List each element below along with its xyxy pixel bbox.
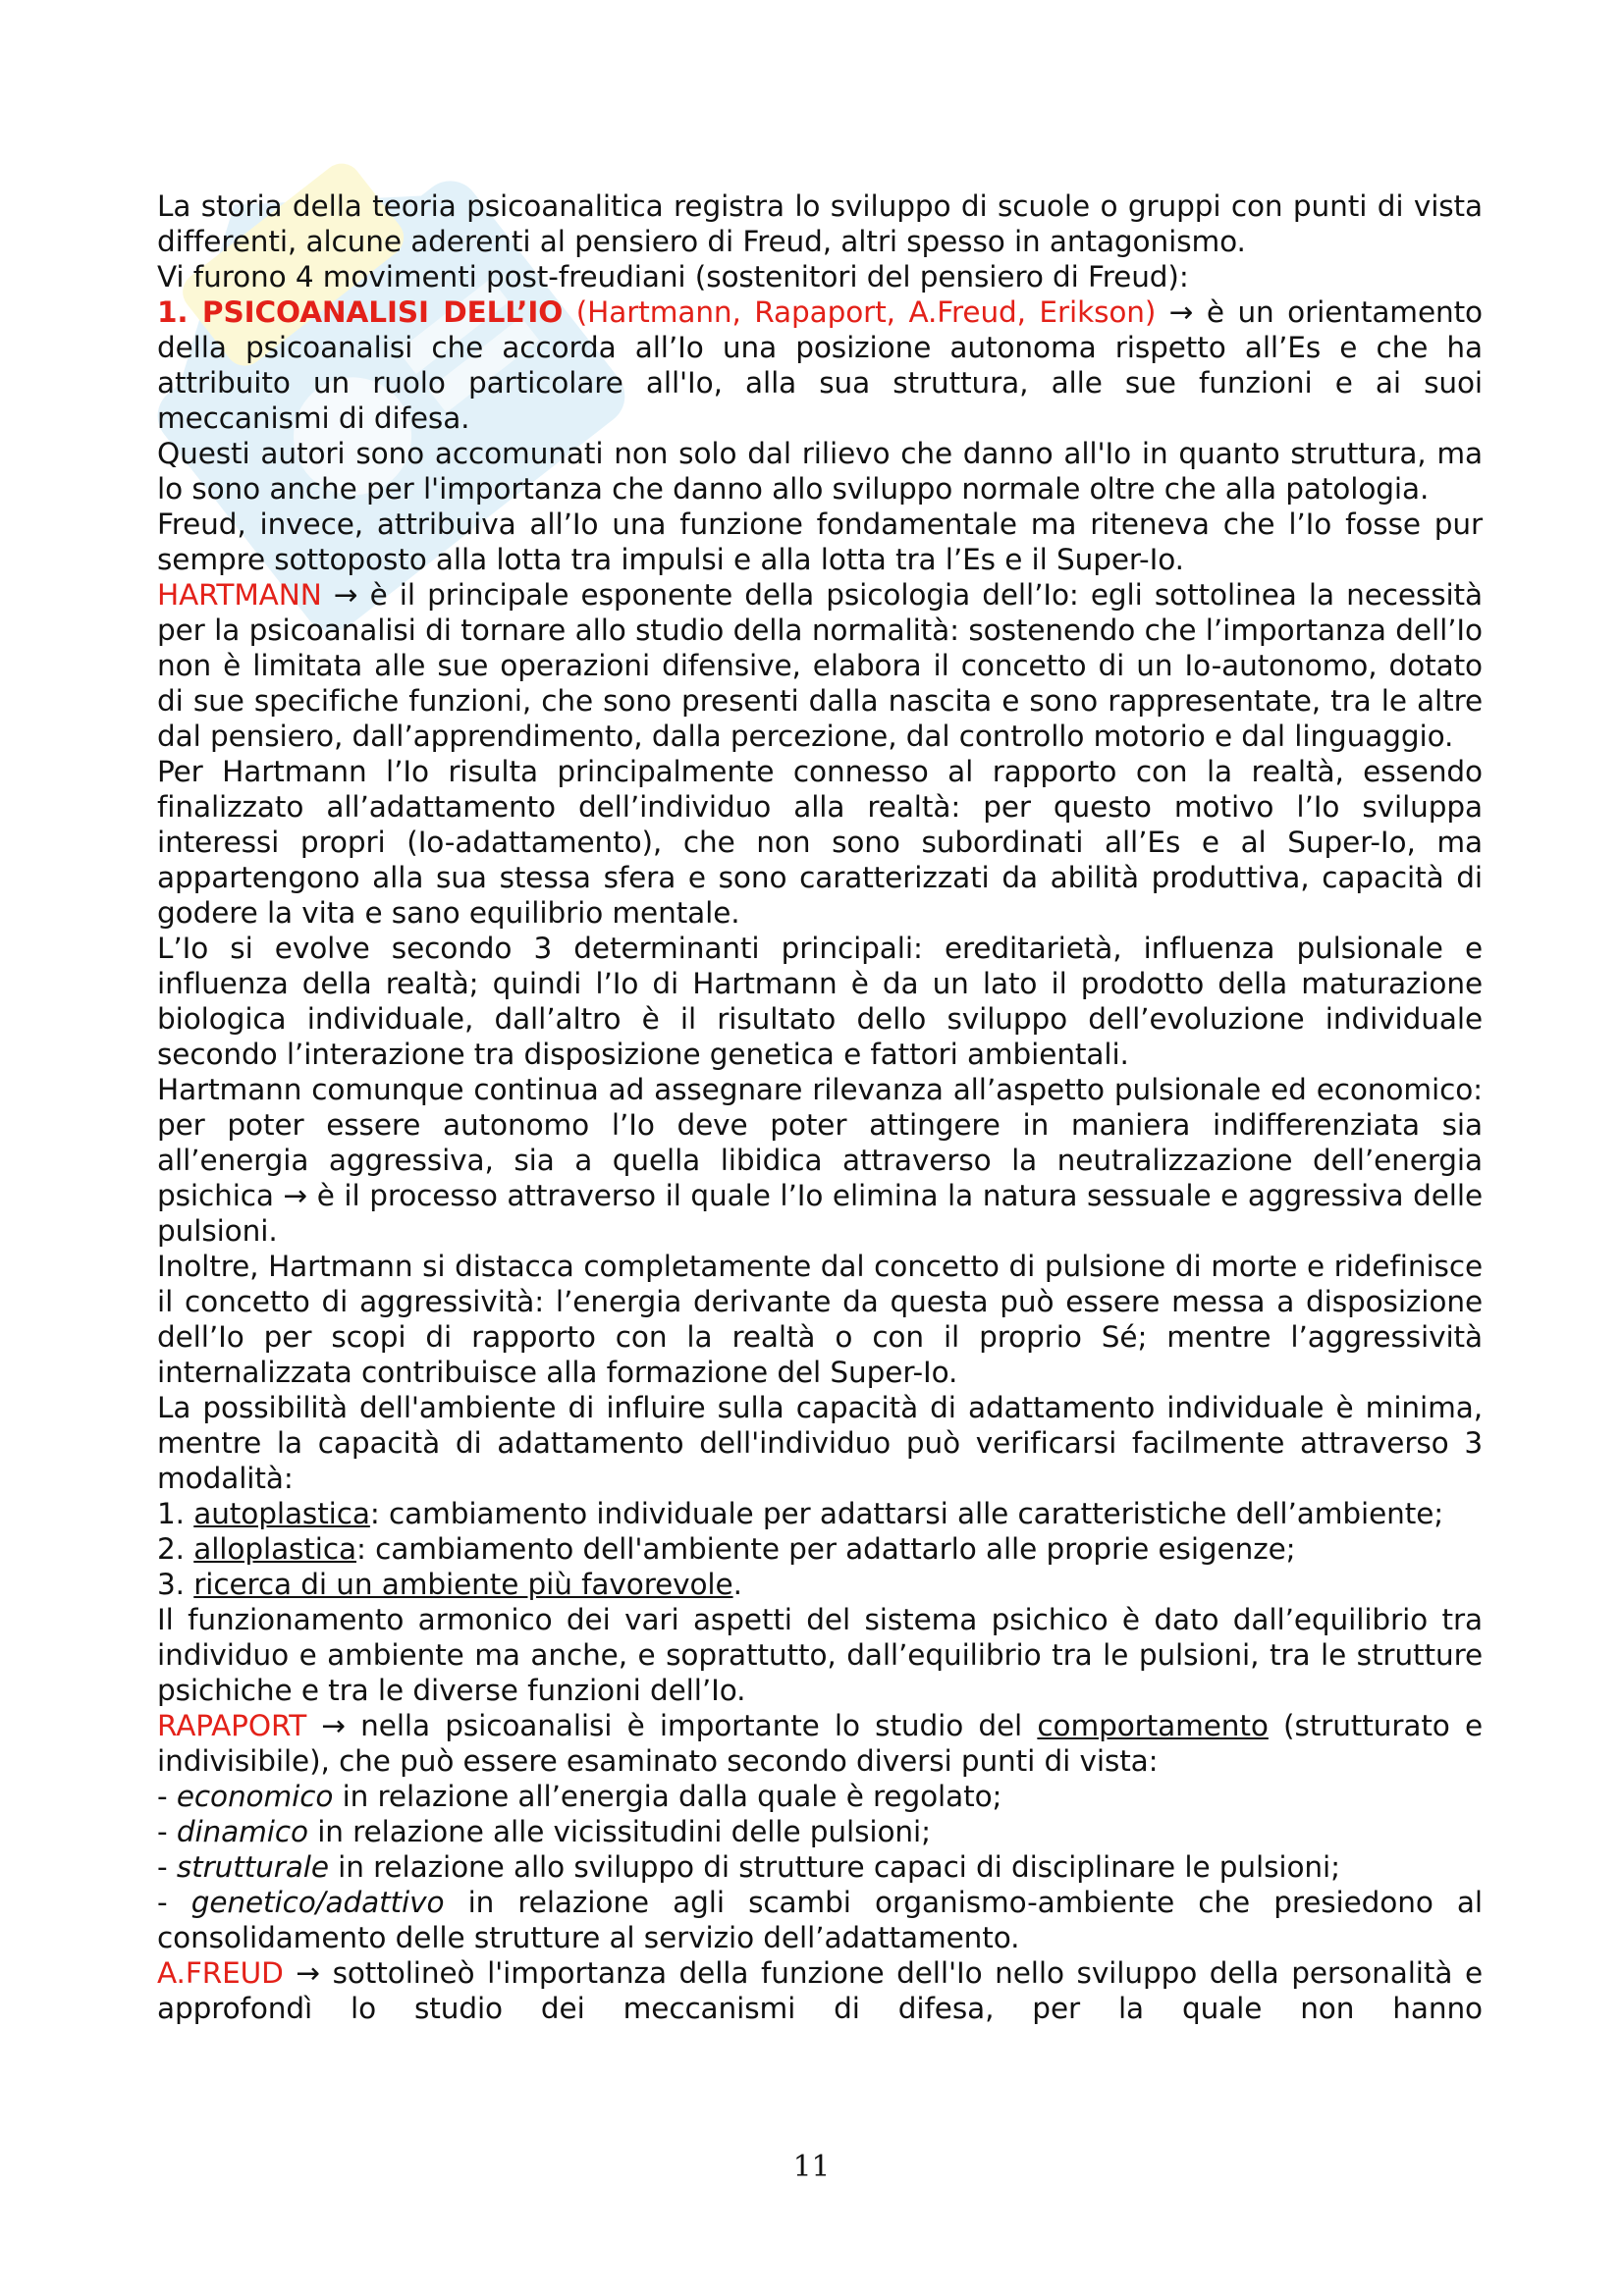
paragraph-rapaport	[157, 1708, 1483, 1779]
section-heading: 1. PSICOANALISI DELL’IO	[157, 295, 564, 329]
section-authors: (Hartmann, Rapaport, A.Freud, Erikson)	[563, 295, 1157, 329]
list-number: 3.	[157, 1568, 194, 1601]
paragraph-determinants: L’Io si evolve secondo 3 determinanti principali: ereditarietà, influenza pulsionale e influenza della realtà; quindi l’Io di Hartmann è da un lato il prodotto della maturazione biologica individuale, dall’altro è il risultato dello sviluppo dell’evoluzione individuale secondo l’interazione tra disposizione genetica e fattori ambientali.	[157, 932, 1483, 1071]
list-item	[157, 1531, 1483, 1567]
list-text: : cambiamento dell'ambiente per adattarlo alle proprie esigenze;	[355, 1532, 1296, 1566]
list-text: .	[732, 1568, 742, 1601]
list-term: ricerca di un ambiente più favorevole	[193, 1568, 733, 1601]
list-text: : cambiamento individuale per adattarsi alle caratteristiche dell’ambiente;	[369, 1497, 1444, 1530]
list-number: 1.	[157, 1497, 194, 1530]
viewpoint-term: dinamico	[176, 1815, 308, 1848]
document-body	[157, 188, 1483, 2026]
paragraph-authors-common: Questi autori sono accomunati non solo dal rilievo che danno all'Io in quanto struttura, ma lo sono anche per l'importanza che danno allo sviluppo normale oltre che alla patologia.	[157, 437, 1483, 506]
viewpoint-term: strutturale	[176, 1850, 329, 1884]
viewpoint-text: in relazione allo sviluppo di strutture capaci di disciplinare le pulsioni;	[328, 1850, 1340, 1884]
list-item	[157, 1567, 1483, 1602]
paragraph-afreud	[157, 1955, 1483, 2026]
viewpoint-item: - dinamico in relazione alle vicissitudini delle pulsioni;	[157, 1815, 931, 1848]
viewpoint-text: in relazione all’energia dalla quale è regolato;	[333, 1780, 1002, 1813]
paragraph-adaptation: La possibilità dell'ambiente di influire sulla capacità di adattamento individuale è minima, mentre la capacità di adattamento dell'individuo può verificarsi facilmente attraverso 3 modalità:	[157, 1391, 1483, 1495]
viewpoint-term: genetico/adattivo	[190, 1886, 445, 1919]
viewpoint-item: - strutturale in relazione allo sviluppo di strutture capaci di disciplinare le pulsioni;	[157, 1850, 1340, 1884]
list-term: alloplastica	[193, 1532, 356, 1566]
list-number: 2.	[157, 1532, 194, 1566]
author-name: RAPAPORT	[157, 1709, 307, 1742]
paragraph-movements: Vi furono 4 movimenti post-freudiani (sostenitori del pensiero di Freud):	[157, 260, 1189, 294]
viewpoint-item: - genetico/adattivo in relazione agli scambi organismo-ambiente che presiedono al consolidamento delle strutture al servizio dell’adattamento.	[157, 1886, 1484, 1954]
section-text: → è un orientamento della psicoanalisi che accorda all’Io una posizione autonoma rispetto all’Es e che ha attribuito un ruolo particolare all'Io, alla sua struttura, alle sue funzioni e ai suoi meccanismi di difesa.	[157, 295, 1483, 435]
viewpoint-term: economico	[176, 1780, 334, 1813]
author-text-cont: (strutturato e indivisibile), che può essere esaminato secondo diversi punti di vista:	[157, 1709, 1484, 1778]
paragraph-ego-psychology	[157, 294, 1483, 436]
underlined-term: comportamento	[1037, 1709, 1269, 1742]
paragraph-economic: Hartmann comunque continua ad assegnare rilevanza all’aspetto pulsionale ed economico: per poter essere autonomo l’Io deve poter attingere in maniera indifferenziata sia all’energia aggressiva, sia a quella libidica attraverso la neutralizzazione dell’energia psichica → è il processo attraverso il quale l’Io elimina la natura sessuale e aggressiva delle pulsioni.	[157, 1073, 1483, 1248]
paragraph-intro: La storia della teoria psicoanalitica registra lo sviluppo di scuole o gruppi con punti di vista differenti, alcune aderenti al pensiero di Freud, altri spesso in antagonismo.	[157, 189, 1483, 258]
author-name: A.FREUD	[157, 1956, 284, 1990]
author-text: → sottolineò l'importanza della funzione dell'Io nello sviluppo della personalità e approfondì lo studio dei meccanismi di difesa, per la quale non hanno	[157, 1956, 1483, 2025]
viewpoint-item: - economico in relazione all’energia dalla quale è regolato;	[157, 1780, 1002, 1813]
paragraph-hartmann	[157, 577, 1483, 754]
page-number: 11	[792, 2150, 831, 2183]
viewpoint-text: in relazione alle vicissitudini delle pulsioni;	[307, 1815, 931, 1848]
list-term: autoplastica	[193, 1497, 370, 1530]
paragraph-aggressivity: Inoltre, Hartmann si distacca completamente dal concetto di pulsione di morte e ridefinisce il concetto di aggressività: l’energia derivante da questa può essere messa a disposizione dell’Io per scopi di rapporto con la realtà o con il proprio Sé; mentre l’aggressività internalizzata contribuisce alla formazione del Super-Io.	[157, 1250, 1483, 1389]
paragraph-freud: Freud, invece, attribuiva all’Io una funzione fondamentale ma riteneva che l’Io fosse pur sempre sottoposto alla lotta tra impulsi e alla lotta tra l’Es e il Super-Io.	[157, 507, 1483, 576]
paragraph-harmony: Il funzionamento armonico dei vari aspetti del sistema psichico è dato dall’equilibrio tra individuo e ambiente ma anche, e soprattutto, dall’equilibrio tra le pulsioni, tra le strutture psichiche e tra le diverse funzioni dell’Io.	[157, 1603, 1483, 1707]
paragraph-hartmann-reality: Per Hartmann l’Io risulta principalmente connesso al rapporto con la realtà, essendo finalizzato all’adattamento dell’individuo alla realtà: per questo motivo l’Io sviluppa interessi propri (Io-adattamento), che non sono subordinati all’Es e al Super-Io, ma appartengono alla sua stessa sfera e sono caratterizzati da abilità produttiva, capacità di godere la vita e sano equilibrio mentale.	[157, 755, 1483, 930]
author-text: → nella psicoanalisi è importante lo studio del	[306, 1709, 1038, 1742]
author-text: → è il principale esponente della psicologia dell’Io: egli sottolinea la necessità per la psicoanalisi di tornare allo studio della normalità: sostenendo che l’importanza dell’Io non è limitata alle sue operazioni difensive, elabora il concetto di un Io-autonomo, dotato di sue specifiche funzioni, che sono presenti dalla nascita e sono rappresentate, tra le altre dal pensiero, dall’apprendimento, dalla percezione, dal controllo motorio e dal linguaggio.	[157, 578, 1483, 753]
viewpoint-text: in relazione agli scambi organismo-ambiente che presiedono al consolidamento delle strutture al servizio dell’adattamento.	[157, 1886, 1484, 1954]
list-item	[157, 1496, 1483, 1531]
author-name: HARTMANN	[157, 578, 322, 612]
